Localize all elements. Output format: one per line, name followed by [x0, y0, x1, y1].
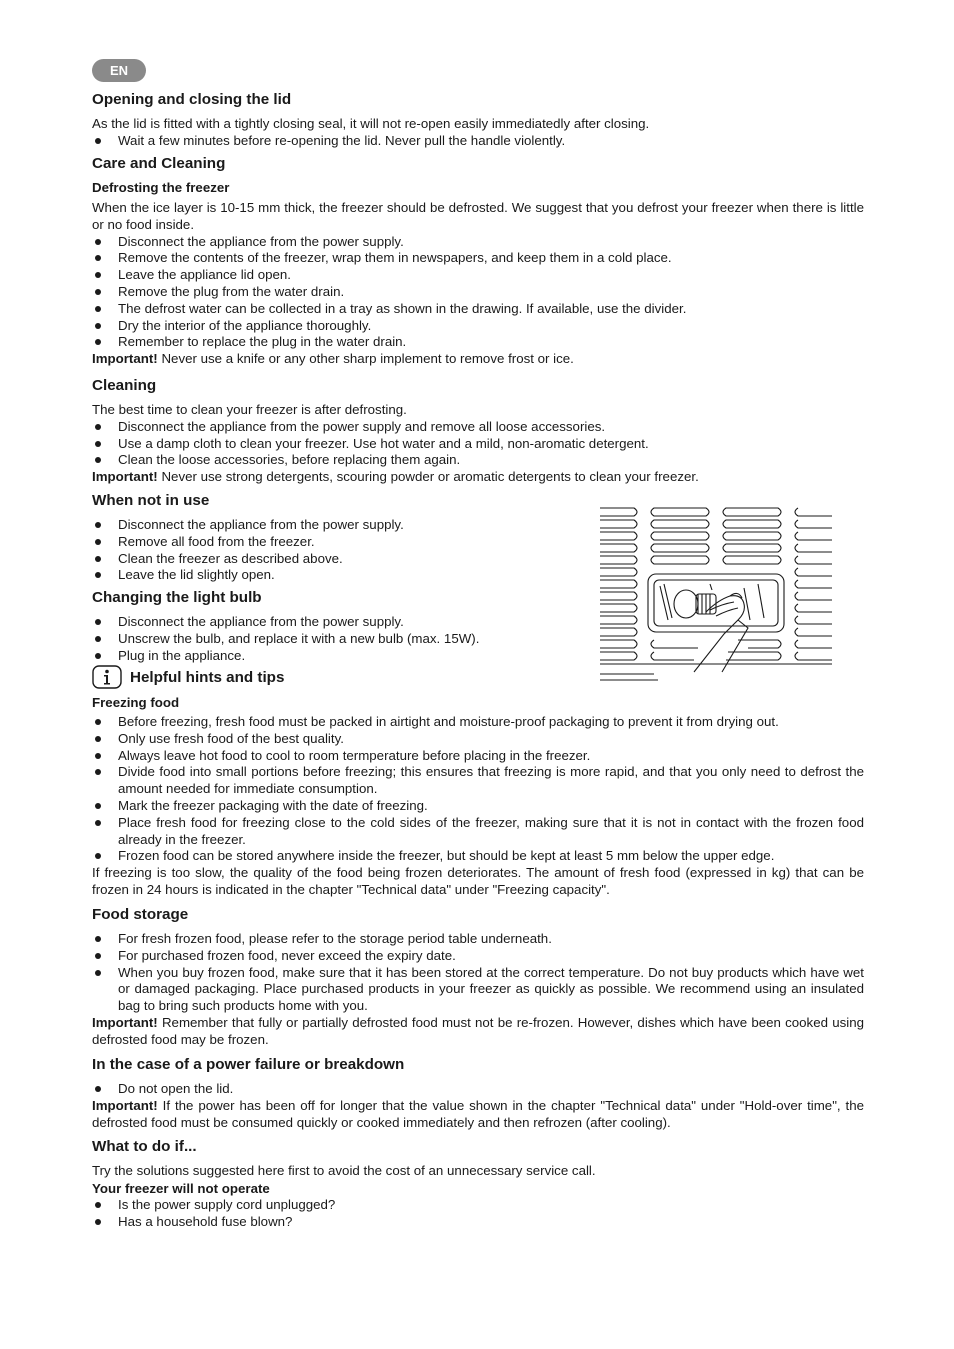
- list-item: Use a damp cloth to clean your freezer. Use hot water and a mild, non-aromatic detergent.: [92, 436, 864, 453]
- list-item: Clean the freezer as described above.: [92, 551, 572, 568]
- section-hints: [92, 665, 864, 899]
- important-text: Never use a knife or any other sharp implement to remove frost or ice.: [157, 351, 574, 367]
- important-note: [92, 1098, 864, 1132]
- paragraph: As the lid is fitted with a tightly closing seal, it will not re-open easily immediatedly after closing.: [92, 116, 650, 131]
- bullet-list: [92, 1197, 864, 1231]
- section-title: Opening and closing the lid: [92, 91, 292, 108]
- list-item: Disconnect the appliance from the power supply and remove all loose accessories.: [92, 419, 864, 436]
- section-title: In the case of a power failure or breakdown: [92, 1056, 405, 1073]
- list-item: Only use fresh food of the best quality.: [92, 731, 864, 748]
- paragraph: Try the solutions suggested here first to avoid the cost of an unnecessary service call.: [92, 1163, 596, 1178]
- list-item: Remove the plug from the water drain.: [92, 284, 864, 301]
- section-title: Cleaning: [92, 377, 157, 394]
- list-item: Remove all food from the freezer.: [92, 534, 572, 551]
- list-item: Remember to replace the plug in the water drain.: [92, 334, 864, 351]
- list-item: Wait a few minutes before re-opening the lid. Never pull the handle violently.: [92, 133, 864, 150]
- section-light-bulb: [92, 588, 572, 664]
- language-badge: EN: [92, 59, 146, 82]
- list-item: Has a household fuse blown?: [92, 1214, 864, 1231]
- important-note: [92, 469, 864, 486]
- list-item: Disconnect the appliance from the power supply.: [92, 517, 572, 534]
- section-care: [92, 154, 864, 368]
- subsection-title: Your freezer will not operate: [92, 1180, 270, 1196]
- list-item: Disconnect the appliance from the power supply.: [92, 614, 572, 631]
- paragraph: If freezing is too slow, the quality of the food being frozen deteriorates. The amount of fresh food (expressed in kg) that can be frozen in 24 hours is indicated in the chapter "Technical data" under "Freezing capacity".: [92, 865, 864, 897]
- list-item: Leave the lid slightly open.: [92, 567, 572, 584]
- section-what-to-do: [92, 1137, 864, 1230]
- section-title: What to do if...: [92, 1138, 197, 1155]
- list-item: For fresh frozen food, please refer to the storage period table underneath.: [92, 931, 864, 948]
- important-label: Important!: [92, 469, 158, 485]
- bullet-list: [92, 419, 864, 469]
- section-not-in-use: [92, 491, 572, 584]
- paragraph: The best time to clean your freezer is after defrosting.: [92, 402, 407, 417]
- subsection-title: Defrosting the freezer: [92, 180, 230, 195]
- list-item: Frozen food can be stored anywhere inside the freezer, but should be kept at least 5 mm below the upper edge.: [92, 848, 864, 865]
- important-note: [92, 1015, 864, 1049]
- list-item: Clean the loose accessories, before replacing them again.: [92, 452, 864, 469]
- list-item: Do not open the lid.: [92, 1081, 864, 1098]
- section-title: Changing the light bulb: [92, 589, 262, 606]
- bullet-list: [92, 1081, 864, 1098]
- list-item: Mark the freezer packaging with the date of freezing.: [92, 798, 864, 815]
- bullet-list: [92, 714, 864, 865]
- info-icon: [92, 665, 122, 689]
- bullet-list: [92, 234, 864, 352]
- list-item: Dry the interior of the appliance thoroughly.: [92, 318, 864, 335]
- important-text: Remember that fully or partially defrosted food must not be re-frozen. However, dishes which have been cooked using defrosted food may be frozen.: [92, 1014, 864, 1047]
- section-food-storage: [92, 905, 864, 1049]
- section-title: Food storage: [92, 906, 189, 923]
- list-item: When you buy frozen food, make sure that it has been stored at the correct temperature. Do not buy products which have wet or damaged packaging. Place purchased products in your freezer as quickly as possible. We recommend using an insulated bag to bring such products home with you.: [92, 965, 864, 1015]
- list-item: The defrost water can be collected in a tray as shown in the drawing. If available, use the divider.: [92, 301, 864, 318]
- important-note: [92, 351, 864, 368]
- section-lid: [92, 90, 864, 150]
- list-item: Divide food into small portions before freezing; this ensures that freezing is more rapid, and that you only need to defrost the amount needed for immediate consumption.: [92, 764, 864, 798]
- list-item: Before freezing, fresh food must be packed in airtight and moisture-proof packaging to prevent it from drying out.: [92, 714, 864, 731]
- section-title: Helpful hints and tips: [130, 668, 285, 686]
- important-label: Important!: [92, 1014, 158, 1030]
- section-title: When not in use: [92, 492, 210, 509]
- list-item: Always leave hot food to cool to room termperature before placing in the freezer.: [92, 748, 864, 765]
- section-title: Care and Cleaning: [92, 155, 226, 172]
- section-cleaning: [92, 376, 864, 486]
- list-item: Leave the appliance lid open.: [92, 267, 864, 284]
- important-label: Important!: [92, 1097, 158, 1113]
- bullet-list: [92, 133, 864, 150]
- bullet-list: [92, 614, 572, 664]
- list-item: Place fresh food for freezing close to the cold sides of the freezer, making sure that it is not in contact with the frozen food already in the freezer.: [92, 815, 864, 849]
- list-item: Disconnect the appliance from the power supply.: [92, 234, 864, 251]
- bullet-list: [92, 517, 572, 584]
- list-item: Is the power supply cord unplugged?: [92, 1197, 864, 1214]
- list-item: Plug in the appliance.: [92, 648, 572, 665]
- list-item: Unscrew the bulb, and replace it with a new bulb (max. 15W).: [92, 631, 572, 648]
- list-item: Remove the contents of the freezer, wrap them in newspapers, and keep them in a cold place.: [92, 250, 864, 267]
- important-label: Important!: [92, 351, 158, 367]
- paragraph: When the ice layer is 10-15 mm thick, the freezer should be defrosted. We suggest that you defrost your freezer when there is little or no food inside.: [92, 200, 864, 232]
- bullet-list: [92, 931, 864, 1015]
- important-text: If the power has been off for longer that the value shown in the chapter "Technical data" under "Hold-over time", the defrosted food must be consumed quickly or cooked immediately and then refrozen (after cooling).: [92, 1097, 864, 1130]
- list-item: For purchased frozen food, never exceed the expiry date.: [92, 948, 864, 965]
- section-power-failure: [92, 1055, 864, 1131]
- light-bulb-illustration: [598, 504, 834, 684]
- important-text: Never use strong detergents, scouring powder or aromatic detergents to clean your freezer.: [157, 469, 699, 485]
- subsection-title: Freezing food: [92, 695, 180, 710]
